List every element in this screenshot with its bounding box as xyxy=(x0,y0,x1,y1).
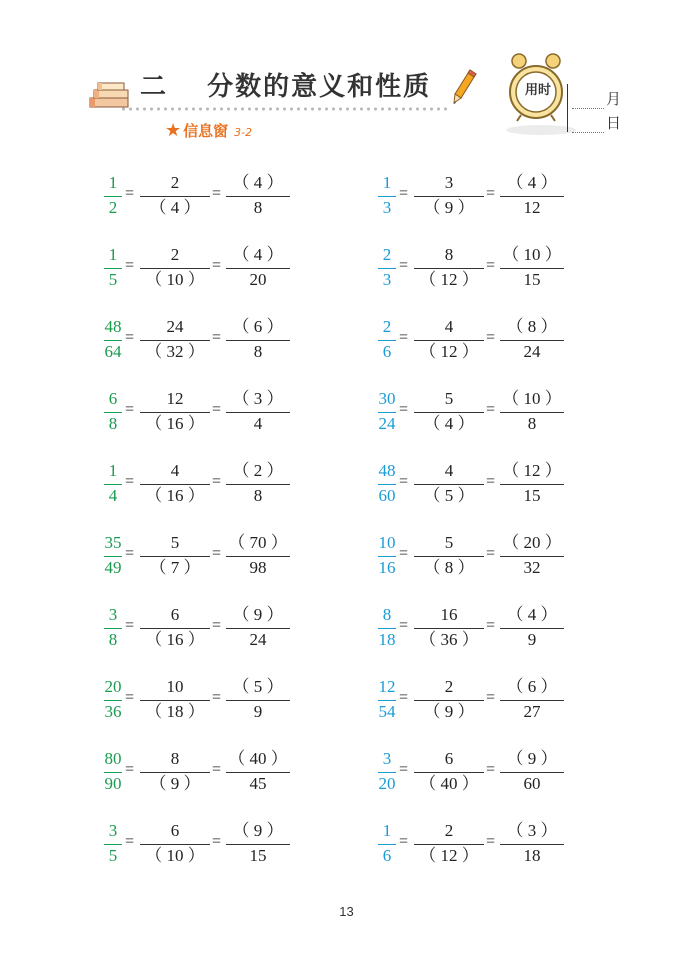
numerator: （ 20 ） xyxy=(502,533,562,552)
middle-fraction xyxy=(414,388,484,436)
numerator: 8 xyxy=(382,605,392,624)
denominator: 3 xyxy=(382,198,392,217)
given-fraction xyxy=(378,388,396,436)
chapter-title-text: 分数的意义和性质 xyxy=(207,72,432,102)
equation-row xyxy=(104,748,294,796)
numerator: 1 xyxy=(108,461,118,480)
numerator: （ 4 ） xyxy=(506,173,558,192)
numerator: （ 70 ） xyxy=(228,533,288,552)
denominator: 45 xyxy=(249,774,267,793)
given-fraction xyxy=(378,748,396,796)
numerator: 2 xyxy=(382,245,392,264)
denominator: 24 xyxy=(523,342,541,361)
denominator: 64 xyxy=(104,342,122,361)
equation-row xyxy=(104,820,294,868)
equals-sign: = xyxy=(212,545,222,562)
numerator: 8 xyxy=(444,245,454,264)
right-fraction xyxy=(500,820,564,868)
right-fraction xyxy=(226,604,290,652)
denominator: （ 9 ） xyxy=(423,702,475,721)
equals-sign: = xyxy=(486,329,496,346)
denominator: 54 xyxy=(378,702,396,721)
denominator: （ 36 ） xyxy=(419,630,479,649)
denominator: 3 xyxy=(382,270,392,289)
middle-fraction xyxy=(414,820,484,868)
right-fraction xyxy=(500,316,564,364)
given-fraction xyxy=(378,820,396,868)
denominator: 90 xyxy=(104,774,122,793)
numerator: （ 4 ） xyxy=(232,245,284,264)
given-fraction xyxy=(378,172,396,220)
numerator: 48 xyxy=(104,317,122,336)
numerator: （ 6 ） xyxy=(232,317,284,336)
month-blank[interactable] xyxy=(572,96,604,109)
right-fraction xyxy=(226,532,290,580)
equals-sign: = xyxy=(212,329,222,346)
equals-sign: = xyxy=(125,185,135,202)
numerator: 6 xyxy=(108,389,118,408)
equals-sign: = xyxy=(125,761,135,778)
equals-sign: = xyxy=(125,617,135,634)
denominator: 49 xyxy=(104,558,122,577)
given-fraction xyxy=(378,460,396,508)
numerator: 10 xyxy=(378,533,396,552)
middle-fraction xyxy=(140,460,210,508)
equals-sign: = xyxy=(486,401,496,418)
numerator: 8 xyxy=(170,749,180,768)
numerator: 12 xyxy=(166,389,184,408)
numerator: 2 xyxy=(444,677,454,696)
equation-row xyxy=(378,604,568,652)
info-code: 3-2 xyxy=(234,126,253,139)
equation-row xyxy=(378,676,568,724)
middle-fraction xyxy=(414,172,484,220)
denominator: （ 10 ） xyxy=(145,270,205,289)
numerator: （ 12 ） xyxy=(502,461,562,480)
denominator: 9 xyxy=(253,702,263,721)
equation-row xyxy=(104,676,294,724)
right-fraction xyxy=(500,748,564,796)
denominator: 9 xyxy=(527,630,537,649)
equation-row xyxy=(378,532,568,580)
title-underline xyxy=(120,106,450,112)
equals-sign: = xyxy=(486,473,496,490)
numerator: （ 10 ） xyxy=(502,245,562,264)
middle-fraction xyxy=(414,748,484,796)
numerator: 1 xyxy=(108,245,118,264)
equals-sign: = xyxy=(125,689,135,706)
right-fraction xyxy=(500,460,564,508)
equals-sign: = xyxy=(212,257,222,274)
denominator: （ 5 ） xyxy=(423,486,475,505)
equals-sign: = xyxy=(125,545,135,562)
page-number: 13 xyxy=(339,904,354,919)
given-fraction xyxy=(104,460,122,508)
given-fraction xyxy=(104,748,122,796)
denominator: 8 xyxy=(253,342,263,361)
equals-sign: = xyxy=(125,401,135,418)
numerator: （ 5 ） xyxy=(232,677,284,696)
numerator: 48 xyxy=(378,461,396,480)
numerator: 4 xyxy=(444,461,454,480)
numerator: （ 10 ） xyxy=(502,389,562,408)
numerator: 24 xyxy=(166,317,184,336)
right-fraction xyxy=(226,748,290,796)
denominator: 15 xyxy=(523,486,541,505)
equals-sign: = xyxy=(486,185,496,202)
denominator: 15 xyxy=(249,846,267,865)
numerator: 16 xyxy=(440,605,458,624)
numerator: 3 xyxy=(444,173,454,192)
denominator: 20 xyxy=(249,270,267,289)
info-window-label xyxy=(165,120,252,142)
numerator: 2 xyxy=(170,173,180,192)
denominator: （ 16 ） xyxy=(145,486,205,505)
denominator: 4 xyxy=(253,414,263,433)
equation-row xyxy=(378,316,568,364)
denominator: 18 xyxy=(378,630,396,649)
denominator: 4 xyxy=(108,486,118,505)
clock-shadow xyxy=(506,125,576,135)
given-fraction xyxy=(378,532,396,580)
denominator: 24 xyxy=(249,630,267,649)
denominator: （ 10 ） xyxy=(145,846,205,865)
middle-fraction xyxy=(414,604,484,652)
middle-fraction xyxy=(140,820,210,868)
month-label: 月 xyxy=(606,90,622,108)
denominator: 24 xyxy=(378,414,396,433)
given-fraction xyxy=(378,244,396,292)
denominator: 2 xyxy=(108,198,118,217)
middle-fraction xyxy=(140,172,210,220)
chapter-number: 二 xyxy=(140,72,169,102)
equals-sign: = xyxy=(125,833,135,850)
numerator: （ 2 ） xyxy=(232,461,284,480)
equals-sign: = xyxy=(399,545,409,562)
middle-fraction xyxy=(414,676,484,724)
numerator: 3 xyxy=(382,749,392,768)
equation-row xyxy=(104,532,294,580)
denominator: 8 xyxy=(108,414,118,433)
denominator: 32 xyxy=(523,558,541,577)
numerator: 1 xyxy=(382,821,392,840)
denominator: （ 16 ） xyxy=(145,414,205,433)
denominator: （ 8 ） xyxy=(423,558,475,577)
given-fraction xyxy=(104,604,122,652)
equals-sign: = xyxy=(399,401,409,418)
numerator: （ 4 ） xyxy=(506,605,558,624)
numerator: 4 xyxy=(170,461,180,480)
right-fraction xyxy=(226,316,290,364)
numerator: 12 xyxy=(378,677,396,696)
given-fraction xyxy=(104,820,122,868)
equation-row xyxy=(378,820,568,868)
numerator: （ 9 ） xyxy=(506,749,558,768)
denominator: 60 xyxy=(523,774,541,793)
date-divider xyxy=(567,84,568,132)
right-fraction xyxy=(226,460,290,508)
middle-fraction xyxy=(414,460,484,508)
day-blank[interactable] xyxy=(572,120,604,133)
numerator: （ 3 ） xyxy=(232,389,284,408)
day-label: 日 xyxy=(606,114,622,132)
equals-sign: = xyxy=(212,401,222,418)
timer-label: 用时 xyxy=(524,83,551,98)
numerator: 2 xyxy=(170,245,180,264)
denominator: （ 40 ） xyxy=(419,774,479,793)
numerator: 20 xyxy=(104,677,122,696)
equation-row xyxy=(104,388,294,436)
equation-row xyxy=(378,388,568,436)
numerator: 1 xyxy=(108,173,118,192)
given-fraction xyxy=(378,316,396,364)
given-fraction xyxy=(104,676,122,724)
numerator: 10 xyxy=(166,677,184,696)
numerator: 5 xyxy=(170,533,180,552)
given-fraction xyxy=(104,172,122,220)
right-fraction xyxy=(226,820,290,868)
middle-fraction xyxy=(140,532,210,580)
numerator: 4 xyxy=(444,317,454,336)
denominator: （ 7 ） xyxy=(149,558,201,577)
right-fraction xyxy=(500,172,564,220)
denominator: 27 xyxy=(523,702,541,721)
middle-fraction xyxy=(414,532,484,580)
star-icon: ★ xyxy=(165,120,182,141)
denominator: 60 xyxy=(378,486,396,505)
denominator: （ 12 ） xyxy=(419,846,479,865)
right-fraction xyxy=(500,244,564,292)
right-fraction xyxy=(226,172,290,220)
right-fraction xyxy=(500,388,564,436)
numerator: （ 6 ） xyxy=(506,677,558,696)
numerator: 1 xyxy=(382,173,392,192)
denominator: （ 9 ） xyxy=(423,198,475,217)
page-header xyxy=(0,0,693,150)
denominator: （ 4 ） xyxy=(149,198,201,217)
numerator: 35 xyxy=(104,533,122,552)
middle-fraction xyxy=(140,676,210,724)
right-fraction xyxy=(226,388,290,436)
denominator: 16 xyxy=(378,558,396,577)
numerator: 3 xyxy=(108,605,118,624)
denominator: 12 xyxy=(523,198,541,217)
equals-sign: = xyxy=(486,257,496,274)
chapter-title xyxy=(140,66,431,106)
right-fraction xyxy=(500,604,564,652)
equals-sign: = xyxy=(212,473,222,490)
right-fraction xyxy=(226,244,290,292)
denominator: （ 9 ） xyxy=(149,774,201,793)
equation-row xyxy=(104,244,294,292)
numerator: 6 xyxy=(170,821,180,840)
numerator: （ 8 ） xyxy=(506,317,558,336)
middle-fraction xyxy=(414,244,484,292)
denominator: 5 xyxy=(108,270,118,289)
date-month-field[interactable] xyxy=(572,88,621,109)
equation-row xyxy=(104,316,294,364)
equation-row xyxy=(378,748,568,796)
denominator: 6 xyxy=(382,846,392,865)
middle-fraction xyxy=(140,388,210,436)
middle-fraction xyxy=(140,244,210,292)
numerator: （ 9 ） xyxy=(232,605,284,624)
numerator: （ 40 ） xyxy=(228,749,288,768)
denominator: （ 12 ） xyxy=(419,270,479,289)
numerator: （ 9 ） xyxy=(232,821,284,840)
given-fraction xyxy=(104,316,122,364)
equals-sign: = xyxy=(399,689,409,706)
middle-fraction xyxy=(140,316,210,364)
equals-sign: = xyxy=(399,617,409,634)
numerator: 2 xyxy=(382,317,392,336)
date-day-field[interactable] xyxy=(572,112,621,133)
denominator: 18 xyxy=(523,846,541,865)
equals-sign: = xyxy=(486,761,496,778)
denominator: 8 xyxy=(527,414,537,433)
denominator: （ 18 ） xyxy=(145,702,205,721)
numerator: 6 xyxy=(170,605,180,624)
equation-row xyxy=(104,460,294,508)
denominator: 8 xyxy=(253,486,263,505)
equals-sign: = xyxy=(212,833,222,850)
equals-sign: = xyxy=(125,329,135,346)
equals-sign: = xyxy=(399,473,409,490)
equals-sign: = xyxy=(399,329,409,346)
numerator: （ 3 ） xyxy=(506,821,558,840)
equation-row xyxy=(378,244,568,292)
denominator: （ 12 ） xyxy=(419,342,479,361)
equals-sign: = xyxy=(399,257,409,274)
equals-sign: = xyxy=(486,545,496,562)
denominator: 6 xyxy=(382,342,392,361)
equals-sign: = xyxy=(212,689,222,706)
info-label-text: 信息窗 xyxy=(183,122,229,140)
equals-sign: = xyxy=(399,833,409,850)
equals-sign: = xyxy=(486,617,496,634)
equals-sign: = xyxy=(486,833,496,850)
given-fraction xyxy=(104,388,122,436)
equals-sign: = xyxy=(212,617,222,634)
equals-sign: = xyxy=(125,473,135,490)
equation-row xyxy=(104,172,294,220)
denominator: （ 4 ） xyxy=(423,414,475,433)
given-fraction xyxy=(378,676,396,724)
middle-fraction xyxy=(414,316,484,364)
right-fraction xyxy=(500,676,564,724)
denominator: 98 xyxy=(249,558,267,577)
denominator: （ 32 ） xyxy=(145,342,205,361)
numerator: （ 4 ） xyxy=(232,173,284,192)
right-fraction xyxy=(226,676,290,724)
numerator: 30 xyxy=(378,389,396,408)
equals-sign: = xyxy=(212,761,222,778)
given-fraction xyxy=(378,604,396,652)
denominator: 15 xyxy=(523,270,541,289)
right-fraction xyxy=(500,532,564,580)
denominator: 8 xyxy=(108,630,118,649)
numerator: 5 xyxy=(444,389,454,408)
given-fraction xyxy=(104,532,122,580)
numerator: 5 xyxy=(444,533,454,552)
denominator: 8 xyxy=(253,198,263,217)
equals-sign: = xyxy=(399,185,409,202)
denominator: （ 16 ） xyxy=(145,630,205,649)
equation-row xyxy=(104,604,294,652)
pencil-icon xyxy=(452,68,478,106)
numerator: 80 xyxy=(104,749,122,768)
middle-fraction xyxy=(140,748,210,796)
equals-sign: = xyxy=(399,761,409,778)
equals-sign: = xyxy=(486,689,496,706)
equals-sign: = xyxy=(125,257,135,274)
denominator: 5 xyxy=(108,846,118,865)
numerator: 2 xyxy=(444,821,454,840)
given-fraction xyxy=(104,244,122,292)
numerator: 6 xyxy=(444,749,454,768)
equals-sign: = xyxy=(212,185,222,202)
equation-row xyxy=(378,460,568,508)
numerator: 3 xyxy=(108,821,118,840)
denominator: 20 xyxy=(378,774,396,793)
middle-fraction xyxy=(140,604,210,652)
denominator: 36 xyxy=(104,702,122,721)
equation-row xyxy=(378,172,568,220)
